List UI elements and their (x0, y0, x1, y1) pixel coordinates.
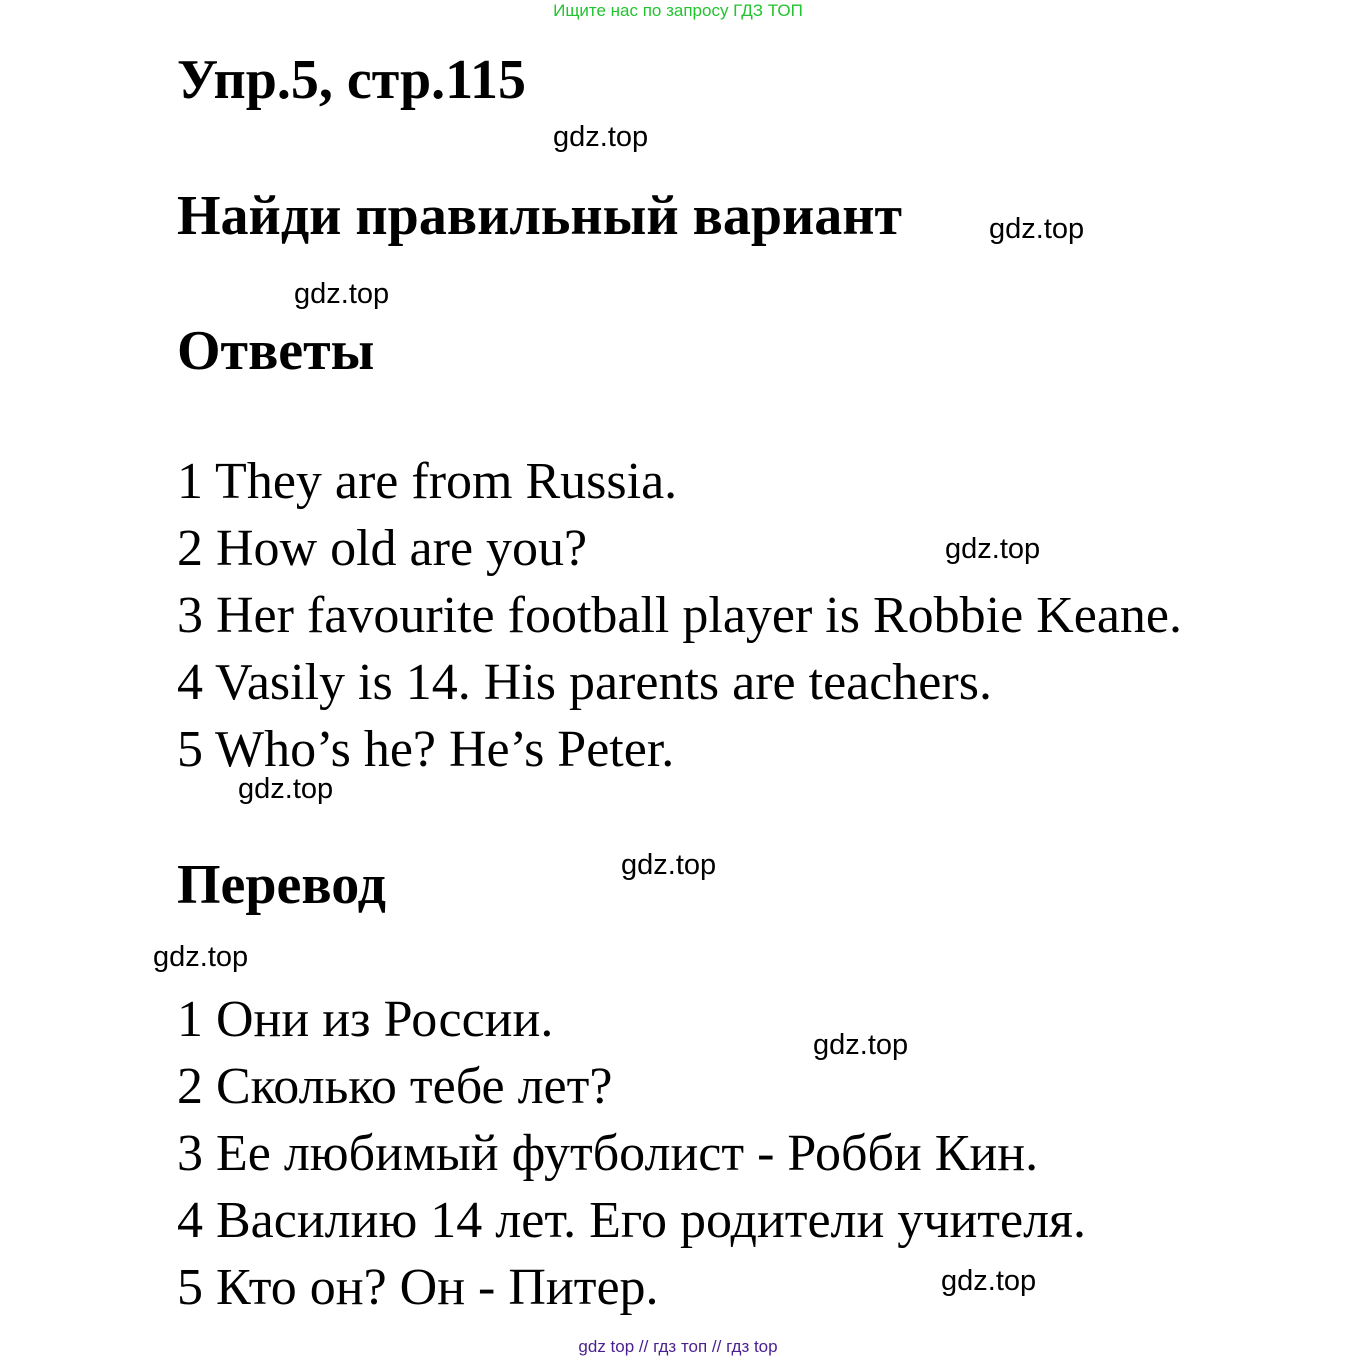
watermark: gdz.top (941, 1265, 1037, 1297)
watermark: gdz.top (238, 773, 334, 805)
answer-line: 3 Her favourite football player is Robbie Keane. (177, 587, 1182, 644)
watermark: gdz.top (294, 278, 390, 310)
translation-line: 5 Кто он? Он - Питер. (177, 1259, 659, 1316)
top-banner[interactable]: Ищите нас по запросу ГДЗ ТОП (553, 1, 803, 20)
translation-line: 4 Василию 14 лет. Его родители учителя. (177, 1192, 1086, 1249)
translation-line: 2 Сколько тебе лет? (177, 1058, 613, 1115)
task-title: Найди правильный вариант (177, 185, 903, 247)
answer-line: 4 Vasily is 14. His parents are teachers. (177, 654, 992, 711)
exercise-title: Упр.5, стр.115 (177, 49, 527, 111)
watermark: gdz.top (989, 213, 1085, 245)
watermark: gdz.top (813, 1029, 909, 1061)
answer-line: 2 How old are you? (177, 520, 588, 577)
answers-title: Ответы (177, 320, 375, 382)
watermark: gdz.top (945, 533, 1041, 565)
answer-line: 5 Who’s he? He’s Peter. (177, 721, 675, 778)
watermark: gdz.top (553, 121, 649, 153)
translation-line: 1 Они из России. (177, 991, 554, 1048)
footer-links[interactable]: gdz top // гдз топ // гдз top (578, 1337, 778, 1356)
watermark: gdz.top (153, 941, 249, 973)
answer-line: 1 They are from Russia. (177, 453, 678, 510)
watermark: gdz.top (621, 849, 717, 881)
translation-title: Перевод (177, 854, 386, 916)
translation-line: 3 Ее любимый футболист - Робби Кин. (177, 1125, 1039, 1182)
